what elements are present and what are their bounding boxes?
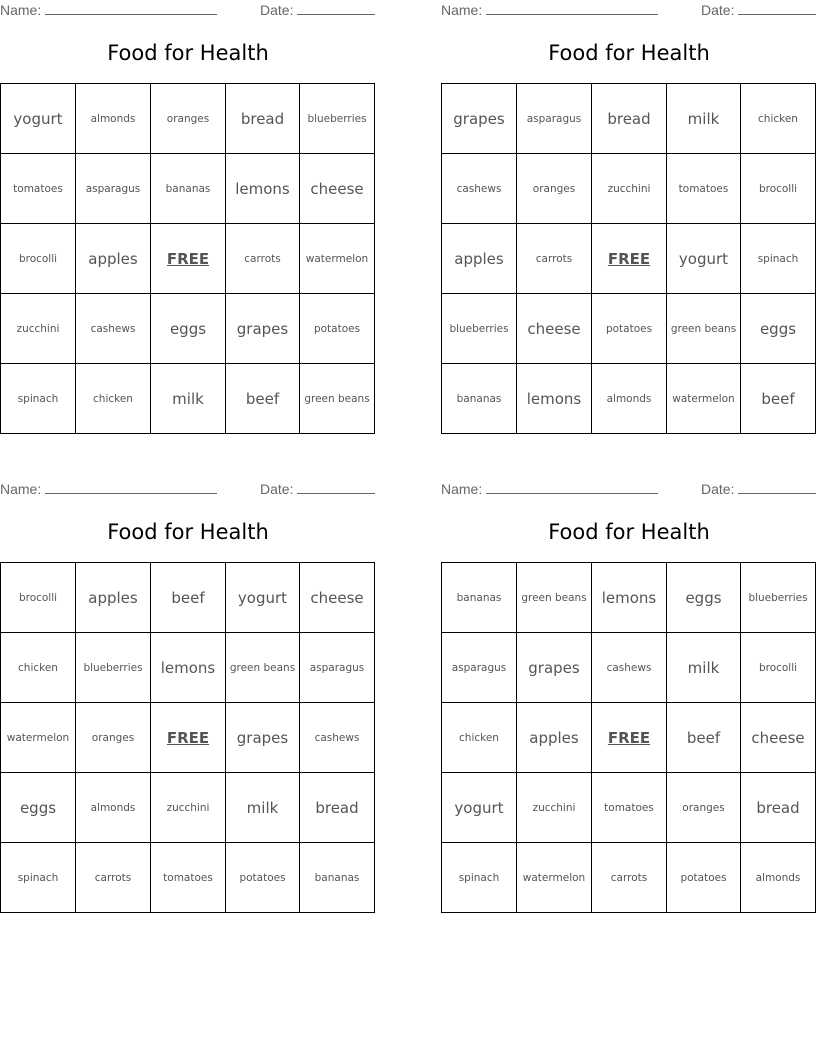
bingo-cell[interactable]: oranges — [517, 154, 592, 224]
bingo-cell[interactable]: cashews — [592, 633, 667, 703]
date-blank-line[interactable] — [738, 481, 816, 494]
date-label: Date: — [260, 481, 294, 497]
bingo-cell[interactable]: asparagus — [76, 154, 151, 224]
name-label: Name: — [441, 2, 483, 18]
bingo-cell[interactable]: potatoes — [226, 843, 300, 913]
date-field[interactable] — [260, 481, 375, 497]
bingo-cell[interactable]: almonds — [741, 843, 816, 913]
bingo-cell[interactable]: beef — [667, 703, 741, 773]
bingo-cell[interactable]: watermelon — [300, 224, 375, 294]
date-field[interactable] — [701, 481, 816, 497]
bingo-cell[interactable]: chicken — [1, 633, 76, 703]
bingo-cell[interactable]: chicken — [741, 84, 816, 154]
bingo-cell[interactable]: chicken — [76, 364, 151, 434]
bingo-cell[interactable]: bananas — [442, 364, 517, 434]
date-label: Date: — [701, 2, 735, 18]
bingo-cell[interactable]: watermelon — [667, 364, 741, 434]
bingo-cell[interactable]: chicken — [442, 703, 517, 773]
bingo-cell[interactable]: oranges — [667, 773, 741, 843]
bingo-cell[interactable]: milk — [151, 364, 226, 434]
bingo-cell[interactable]: carrots — [592, 843, 667, 913]
bingo-cell[interactable]: bread — [300, 773, 375, 843]
bingo-cell[interactable]: spinach — [1, 843, 76, 913]
name-label: Name: — [441, 481, 483, 497]
bingo-cell[interactable]: eggs — [667, 563, 741, 633]
bingo-cell[interactable]: blueberries — [300, 84, 375, 154]
bingo-cell[interactable]: cheese — [300, 563, 375, 633]
date-blank-line[interactable] — [297, 2, 375, 15]
bingo-grid — [0, 562, 375, 913]
bingo-cell[interactable]: cashews — [300, 703, 375, 773]
bingo-cell[interactable]: watermelon — [517, 843, 592, 913]
bingo-grid — [441, 562, 816, 913]
bingo-card-1 — [0, 0, 376, 435]
free-space-cell[interactable]: FREE — [592, 224, 667, 294]
name-blank-line[interactable] — [45, 481, 217, 494]
bingo-card-2 — [441, 0, 816, 435]
bingo-cell[interactable]: milk — [667, 633, 741, 703]
bingo-cell[interactable]: grapes — [226, 703, 300, 773]
bingo-cell[interactable]: blueberries — [741, 563, 816, 633]
date-blank-line[interactable] — [738, 2, 816, 15]
bingo-cell[interactable]: potatoes — [592, 294, 667, 364]
bingo-cell[interactable]: green beans — [667, 294, 741, 364]
bingo-cell[interactable]: tomatoes — [1, 154, 76, 224]
bingo-cell[interactable]: beef — [151, 563, 226, 633]
bingo-cell[interactable]: apples — [76, 563, 151, 633]
free-space-cell[interactable]: FREE — [592, 703, 667, 773]
bingo-cell[interactable]: cashews — [76, 294, 151, 364]
bingo-cell[interactable]: brocolli — [741, 633, 816, 703]
bingo-cell[interactable]: almonds — [592, 364, 667, 434]
bingo-cell[interactable]: asparagus — [517, 84, 592, 154]
name-field[interactable] — [0, 2, 217, 18]
bingo-cell[interactable]: almonds — [76, 84, 151, 154]
bingo-cell[interactable]: bananas — [442, 563, 517, 633]
free-space-cell[interactable]: FREE — [151, 224, 226, 294]
bingo-cell[interactable]: bananas — [151, 154, 226, 224]
bingo-cell[interactable]: zucchini — [151, 773, 226, 843]
card-title: Food for Health — [548, 41, 710, 65]
name-blank-line[interactable] — [486, 481, 658, 494]
bingo-cell[interactable]: cheese — [517, 294, 592, 364]
name-field[interactable] — [441, 2, 658, 18]
bingo-cell[interactable]: cheese — [741, 703, 816, 773]
date-label: Date: — [260, 2, 294, 18]
bingo-cell[interactable]: lemons — [592, 563, 667, 633]
bingo-cell[interactable]: bread — [592, 84, 667, 154]
name-blank-line[interactable] — [486, 2, 658, 15]
bingo-cell[interactable]: beef — [741, 364, 816, 434]
bingo-cell[interactable]: asparagus — [442, 633, 517, 703]
name-label: Name: — [0, 481, 42, 497]
bingo-cell[interactable]: bananas — [300, 843, 375, 913]
bingo-cell[interactable]: tomatoes — [151, 843, 226, 913]
bingo-cell[interactable]: green beans — [300, 364, 375, 434]
bingo-cell[interactable]: oranges — [151, 84, 226, 154]
bingo-cell[interactable]: green beans — [226, 633, 300, 703]
bingo-cell[interactable]: blueberries — [442, 294, 517, 364]
bingo-cell[interactable]: spinach — [741, 224, 816, 294]
bingo-cell[interactable]: brocolli — [741, 154, 816, 224]
bingo-cell[interactable]: blueberries — [76, 633, 151, 703]
bingo-cell[interactable]: beef — [226, 364, 300, 434]
bingo-cell[interactable]: spinach — [1, 364, 76, 434]
date-field[interactable] — [701, 2, 816, 18]
bingo-cell[interactable]: apples — [442, 224, 517, 294]
bingo-cell[interactable]: yogurt — [667, 224, 741, 294]
bingo-cell[interactable]: grapes — [517, 633, 592, 703]
card-title: Food for Health — [107, 520, 269, 544]
bingo-cell[interactable]: eggs — [1, 773, 76, 843]
bingo-cell[interactable]: yogurt — [226, 563, 300, 633]
bingo-cell[interactable]: zucchini — [517, 773, 592, 843]
bingo-cell[interactable]: grapes — [442, 84, 517, 154]
bingo-cell[interactable]: lemons — [226, 154, 300, 224]
bingo-cell[interactable]: milk — [226, 773, 300, 843]
bingo-cell[interactable]: zucchini — [1, 294, 76, 364]
bingo-cell[interactable]: brocolli — [1, 563, 76, 633]
bingo-cell[interactable]: apples — [517, 703, 592, 773]
bingo-cell[interactable]: lemons — [517, 364, 592, 434]
bingo-cell[interactable]: zucchini — [592, 154, 667, 224]
free-space-cell[interactable]: FREE — [151, 703, 226, 773]
bingo-cell[interactable]: watermelon — [1, 703, 76, 773]
bingo-cell[interactable]: brocolli — [1, 224, 76, 294]
bingo-cell[interactable]: cashews — [442, 154, 517, 224]
bingo-cell[interactable]: spinach — [442, 843, 517, 913]
bingo-cell[interactable]: cheese — [300, 154, 375, 224]
bingo-card-4 — [441, 479, 816, 914]
bingo-cell[interactable]: bread — [226, 84, 300, 154]
bingo-cell[interactable]: potatoes — [667, 843, 741, 913]
bingo-card-3 — [0, 479, 376, 914]
bingo-cell[interactable]: yogurt — [442, 773, 517, 843]
bingo-cell[interactable]: grapes — [226, 294, 300, 364]
bingo-cell[interactable]: oranges — [76, 703, 151, 773]
bingo-cell[interactable]: carrots — [226, 224, 300, 294]
bingo-grid — [0, 83, 375, 434]
name-blank-line[interactable] — [45, 2, 217, 15]
bingo-cell[interactable]: tomatoes — [592, 773, 667, 843]
bingo-cell[interactable]: apples — [76, 224, 151, 294]
bingo-cell[interactable]: almonds — [76, 773, 151, 843]
bingo-cell[interactable]: eggs — [741, 294, 816, 364]
name-label: Name: — [0, 2, 42, 18]
bingo-cell[interactable]: milk — [667, 84, 741, 154]
date-blank-line[interactable] — [297, 481, 375, 494]
bingo-cell[interactable]: green beans — [517, 563, 592, 633]
bingo-cell[interactable]: carrots — [517, 224, 592, 294]
name-field[interactable] — [441, 481, 658, 497]
bingo-cell[interactable]: yogurt — [1, 84, 76, 154]
name-field[interactable] — [0, 481, 217, 497]
bingo-cell[interactable]: lemons — [151, 633, 226, 703]
bingo-cell[interactable]: asparagus — [300, 633, 375, 703]
date-label: Date: — [701, 481, 735, 497]
bingo-cell[interactable]: potatoes — [300, 294, 375, 364]
bingo-cell[interactable]: bread — [741, 773, 816, 843]
bingo-grid — [441, 83, 816, 434]
bingo-cell[interactable]: eggs — [151, 294, 226, 364]
date-field[interactable] — [260, 2, 375, 18]
card-title: Food for Health — [107, 41, 269, 65]
bingo-cell[interactable]: tomatoes — [667, 154, 741, 224]
card-title: Food for Health — [548, 520, 710, 544]
bingo-cell[interactable]: carrots — [76, 843, 151, 913]
